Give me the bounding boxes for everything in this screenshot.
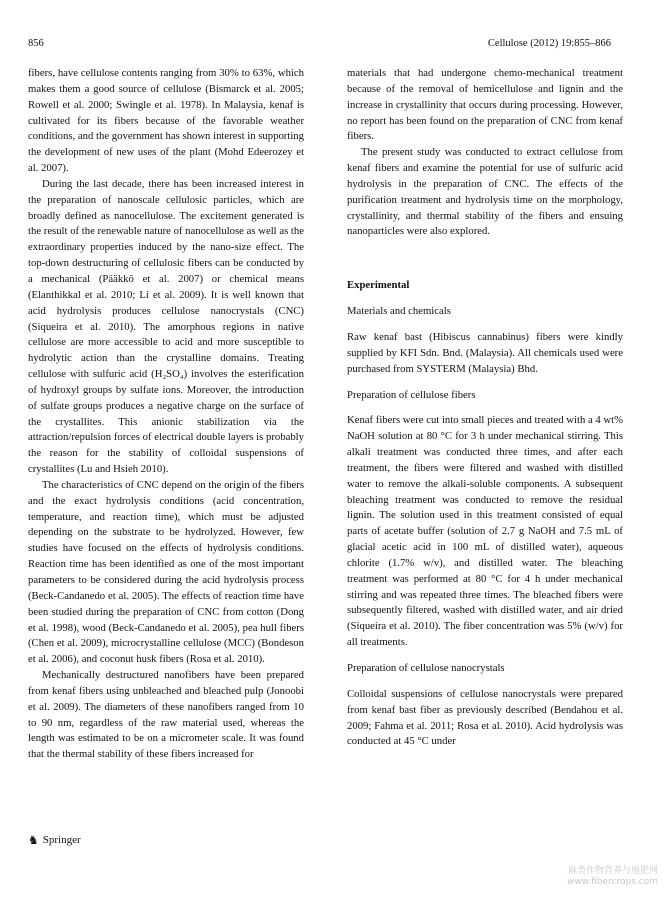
page-footer bbox=[28, 832, 81, 848]
right-paragraph-materials: Raw kenaf bast (Hibiscus cannabinus) fibers were kindly supplied by KFI Sdn. Bnd. (Malaysia). All chemicals used were purchased from SYSTERM (Malaysia) Bhd. bbox=[347, 330, 623, 375]
subsection-heading-nanocrystals: Preparation of cellulose nanocrystals bbox=[347, 662, 505, 674]
journal-citation: Cellulose (2012) 19:855–866 bbox=[487, 38, 611, 49]
subsection-heading-materials: Materials and chemicals bbox=[347, 305, 451, 318]
site-watermark bbox=[567, 866, 658, 888]
right-paragraph-1: materials that had undergone chemo-mechanical treatment because of the removal of hemicellulose and lignin and the increase in crystallinity that occurs during processing. However, no report has been found on the preparation of CNC from kenaf fibers. bbox=[347, 67, 623, 143]
page-number: 856 bbox=[28, 38, 44, 49]
left-column bbox=[28, 66, 304, 763]
section-heading-experimental: Experimental bbox=[347, 279, 410, 292]
watermark-line-2: www.fibercrops.com bbox=[567, 877, 658, 887]
right-paragraph-fibers: Kenaf fibers were cut into small pieces and treated with a 4 wt% NaOH solution at 80 °C for 3 h under mechanical stirring. This alkali treatment was conducted three times, and after each treatment, the fibers were filtered and washed with distilled water to remove the alkali-soluble components. A subsequent bleaching treatment was conducted to remove the residual lignin. The solution used in this treatment consisted of equal parts of acetate buffer (solution of 2.7 g NaOH and 7.5 mL of glacial acetic acid in 100 mL of distilled water), aqueous chlorite (1.7% w/v), and distilled water. The bleaching treatment was performed at 80 °C for 4 h under mechanical stirring and was repeated three times. The bleached fibers were subsequently filtered, washed with distilled water, and air dried (Siqueira et al. 2010). The fiber concentration was 5% (w/v) for all treatments. bbox=[347, 414, 623, 649]
left-paragraph-3: The characteristics of CNC depend on the origin of the fibers and the exact hydrolysis conditions (acid concentration, temperature, and reaction time), which must be adjusted depending on the substrate to be hydrolyzed. However, few studies have focused on the effects of hydrolysis conditions. Reaction time has been identified as one of the most important parameters to be considered during the acid hydrolysis process (Beck-Candanedo et al. 2005). The effects of reaction time have been studied during the preparation of CNC from cotton (Dong et al. 1998), wood (Beck-Candanedo et al. 2005), pea hull fibers (Chen et al. 2009), microcrystalline cellulose (MCC) (Bondeson et al. 2006), and coconut husk fibers (Rosa et al. 2010). bbox=[28, 478, 304, 666]
springer-horse-icon: ♞ bbox=[28, 833, 39, 847]
right-paragraph-2: The present study was conducted to extract cellulose from kenaf fibers and examine the potential for use of sulfuric acid hydrolysis in the preparation of CNC. The effects of the purification treatment and hydrolysis time on the morphology, crystallinity, and thermal stability of the fibers and ensuing nanoparticles were also explored. bbox=[347, 146, 623, 238]
right-column bbox=[347, 66, 623, 750]
left-paragraph-1: fibers, have cellulose contents ranging from 30% to 63%, which makes them a good source of cellulose (Bismarck et al. 2005; Rowell et al. 2000; Swingle et al. 1978). In Malaysia, kenaf is cultivated for its fibers because of the favorable weather conditions, and the government has shown interest in supporting the development of new uses of the plant (Mohd Edeerozey et al. 2007). bbox=[28, 67, 304, 175]
publisher-name: Springer bbox=[42, 834, 81, 846]
watermark-line-1: 麻类作物营养与施肥网 bbox=[567, 866, 658, 876]
left-paragraph-4: Mechanically destructured nanofibers have been prepared from kenaf fibers using unbleached and bleached pulp (Jonoobi et al. 2009). The diameters of these nanofibers ranged from 10 to 90 nm, regardless of the raw material used, whereas the length was estimated to be on a micrometer scale. It was found that the thermal stability of these fibers increased for bbox=[28, 669, 304, 761]
left-paragraph-2: During the last decade, there has been increased interest in the preparation of nanoscale cellulosic particles, which are broadly defined as nanocellulose. The excitement generated is the result of the renewable nature of nanocellulose as well as the extraordinary properties induced by the nano-size effect. The top-down destructuring of cellulosic fibers can be conducted by a mechanical (Pääkkö et al. 2007) or chemical means (Elanthikkal et al. 2010; Li et al. 2009). It is well known that acid hydrolysis produces cellulose nanocrystals (CNC) (Siqueira et al. 2010). The amorphous regions in native cellulose are more accessible to acid and more susceptible to hydrolytic action than the crystalline domains. Treating cellulose with sulfuric acid (H₂SO₄) involves the esterification of hydroxyl groups by sulfate ions. Moreover, the introduction of sulfate groups produces a negative charge on the surface of the crystallites. This anionic stabilization via the attraction/repulsion forces of electrical double layers is probably the reason for the stability of colloidal suspensions of crystallites (Lu and Hsieh 2010). bbox=[28, 177, 304, 476]
right-paragraph-nanocrystals: Colloidal suspensions of cellulose nanocrystals were prepared from kenaf bast fiber as previously described (Bendahou et al. 2009; Fahma et al. 2011; Rosa et al. 2010). Acid hydrolysis was conducted at 45 °C under bbox=[347, 687, 623, 748]
running-header bbox=[28, 38, 611, 54]
subsection-heading-fibers: Preparation of cellulose fibers bbox=[347, 388, 476, 401]
